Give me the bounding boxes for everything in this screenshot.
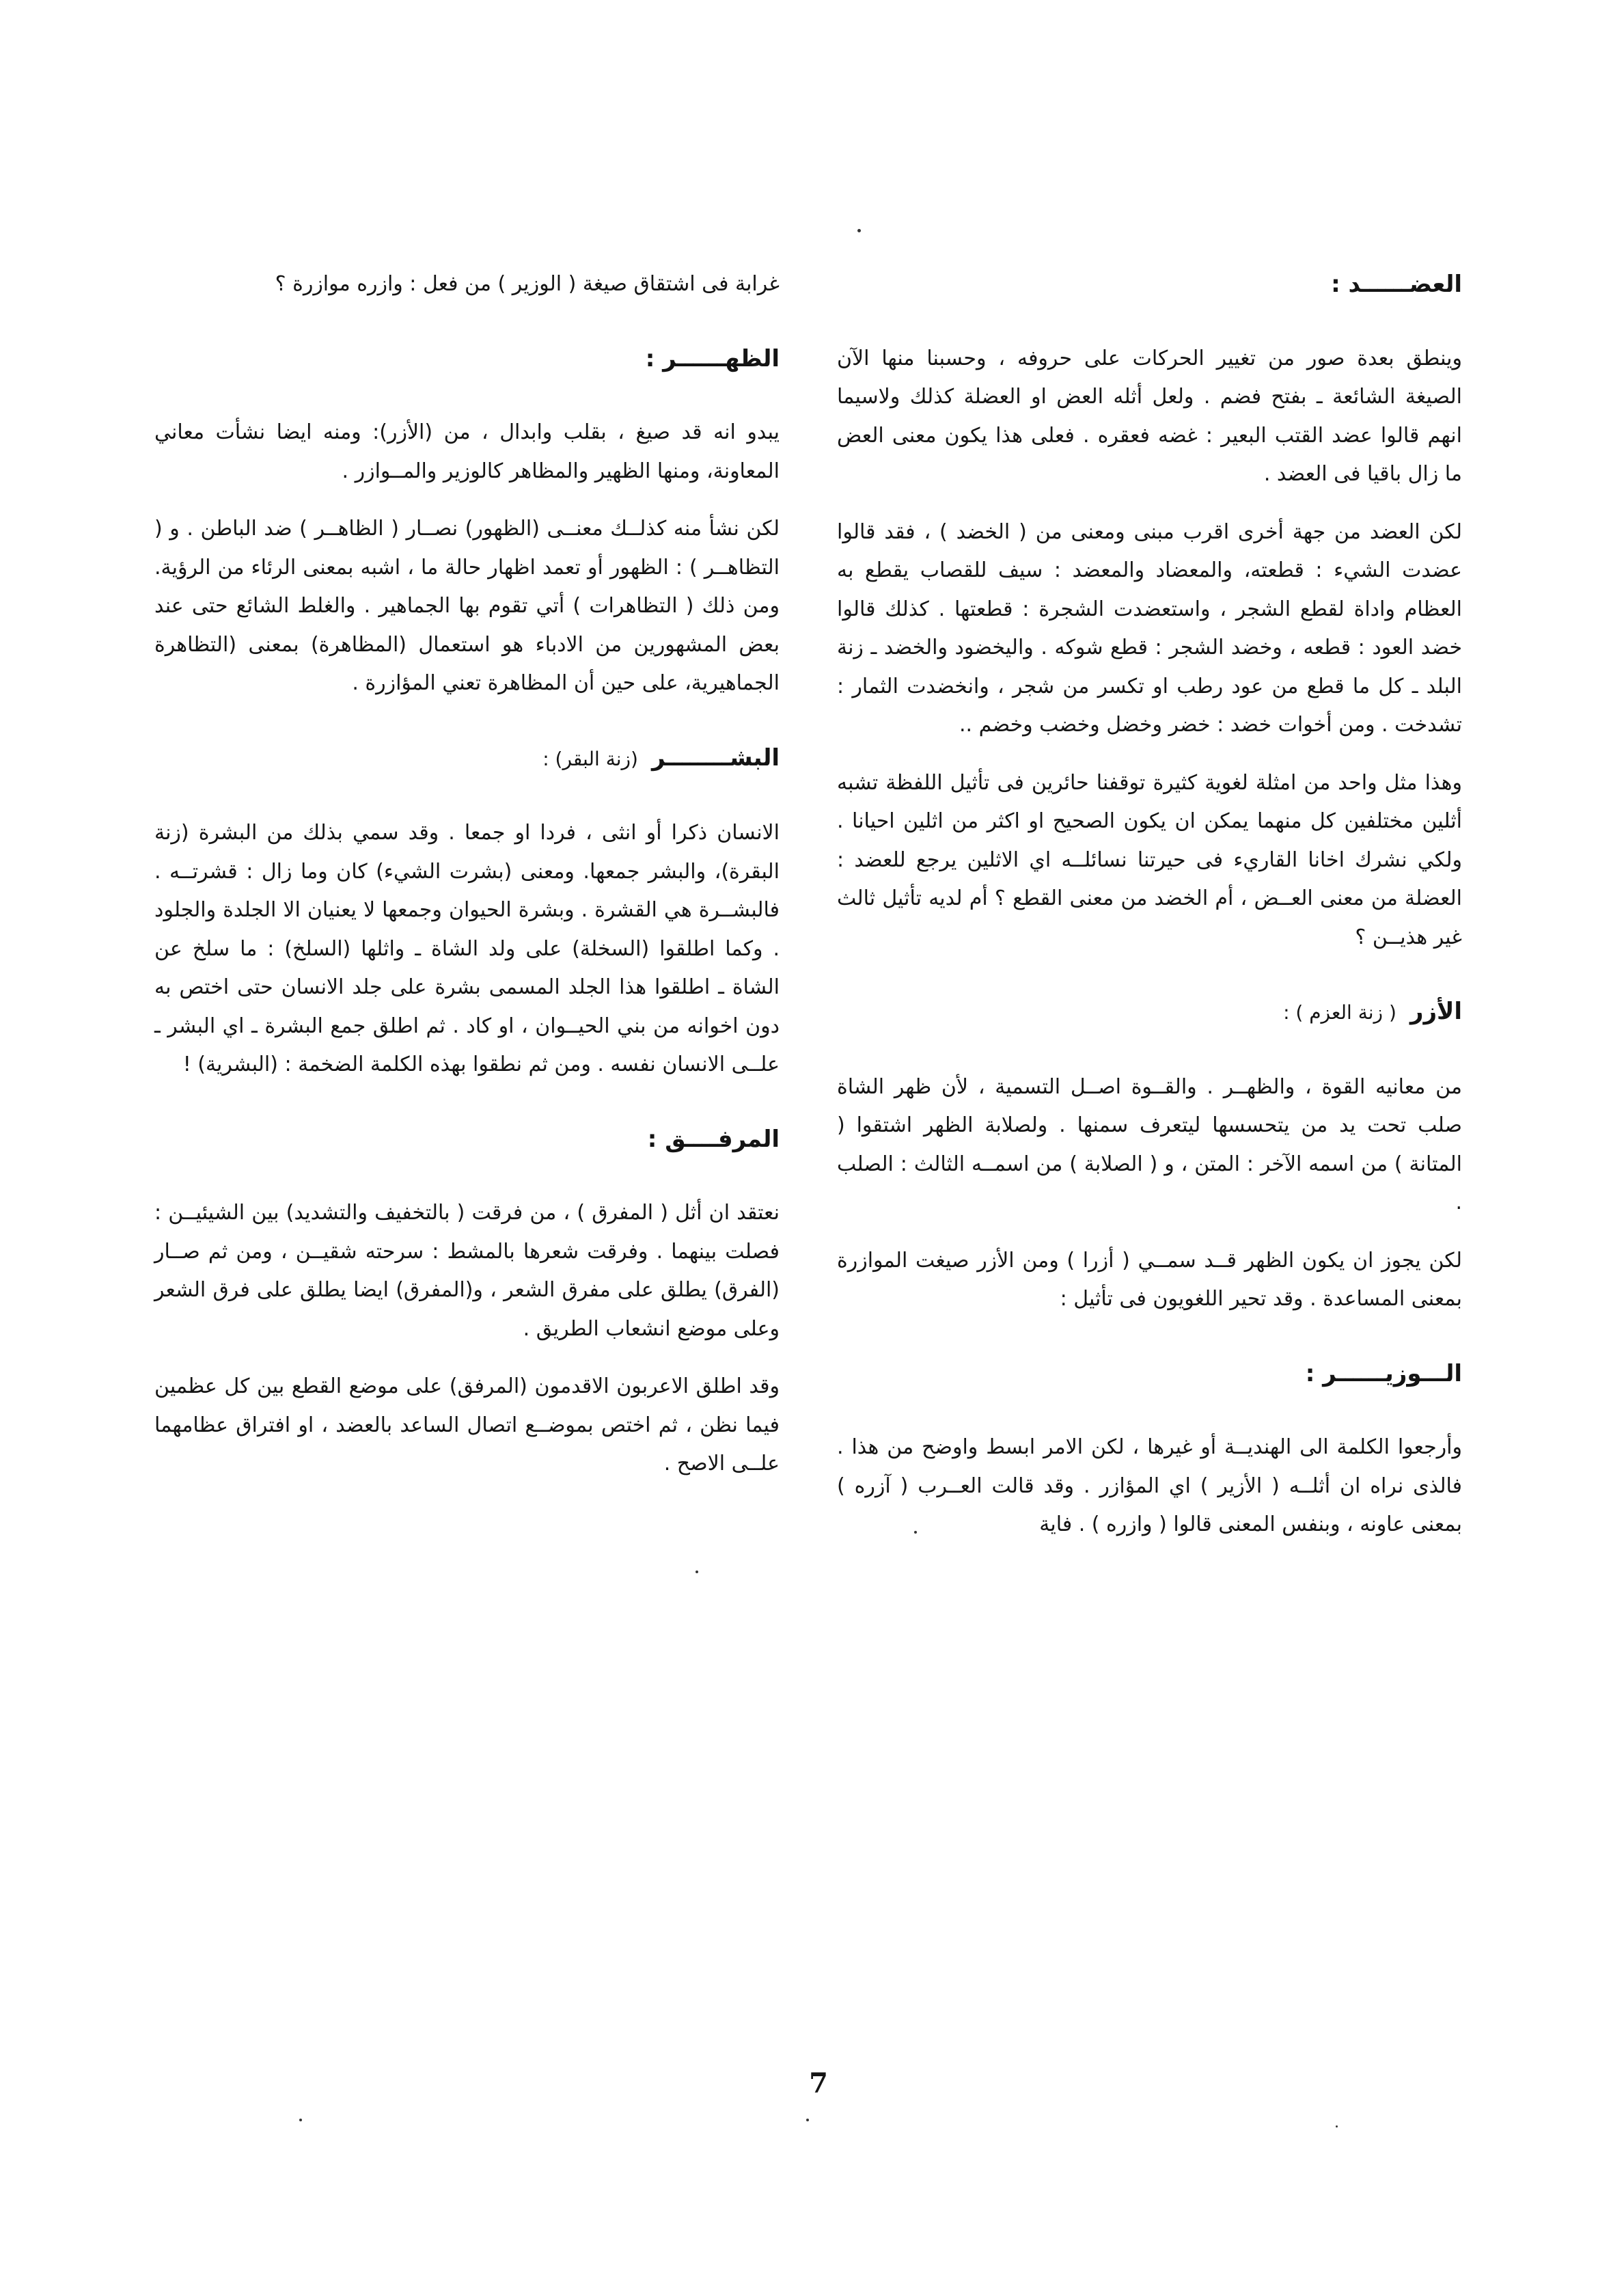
- paragraph: يبدو انه قد صيغ ، بقلب وابدال ، من (الأزر): ومنه ايضا نشأت معاني المعاونة، ومنها الظهير والمظاهر كالوزير والمــوازر .: [154, 420, 780, 483]
- right-column: [837, 265, 1462, 1545]
- paragraph: الانسان ذكرا أو انثى ، فردا او جمعا . وقد سمي بذلك من البشرة (زنة البقرة)، والبشر جمعها. ومعنى (بشرت الشيء) كان وما زال : قشرتــه . فالبشــرة هي القشرة . وبشرة الحيوان وجمعها لا يعنيان الا الجلدة والجلود . وكما اطلقوا (السخلة) على ولد الشاة ـ واثلها (السلخ) : ما سلخ عن الشاة ـ اطلقوا هذا الجلد المسمى بشرة على جلد الانسان حتى اختص به دون اخوانه من بني الحيــوان ، او كاد . ثم اطلق جمع البشرة ـ اي البشر ـ علــى الانسان نفسه . ومن ثم نطقوا بهذه الكلمة الضخمة : (البشرية) !: [154, 821, 780, 1076]
- paragraph: لكن يجوز ان يكون الظهر قــد سمــي ( أزرا ) ومن الأزر صيغت الموازرة بمعنى المساعدة . وقد تحير اللغويون فى تأثيل :: [837, 1248, 1462, 1311]
- paragraph: وهذا مثل واحد من امثلة لغوية كثيرة توقفنا حائرين فى تأثيل اللفظة تشبه أثلين مختلفين كل منهما يمكن ان يكون الصحيح او اكثر من اثلين احيانا . ولكي نشرك اخانا القاريء فى حيرتنا نسائلــه اي الاثلين يرجع للعضد : العضلة من معنى العــض ، أم الخضد من معنى القطع ؟ أم لديه تأثيل ثالث غير هذيــن ؟: [837, 770, 1462, 949]
- paragraph: من معانيه القوة ، والظهــر . والقــوة اصــل التسمية ، لأن ظهر الشاة صلب تحت يد من يتحسسها ليتعرف سمنها . ولصلابة الظهر اشتقوا ( المتانة ) من اسمه الآخر : المتن ، و ( الصلابة ) من اسمــه الثالث : الصلب .: [837, 1074, 1462, 1214]
- scan-speck: [857, 229, 861, 232]
- entry-heading-subtitle: ( زنة العزم ) :: [1283, 1001, 1396, 1024]
- paragraph: نعتقد ان أثل ( المفرق ) ، من فرقت ( بالتخفيف والتشديد) بين الشيئيــن : فصلت بينهما . وفرقت شعرها بالمشط : سرحته شقيــن ، ومن ثم صــار (الفرق) يطلق على مفرق الشعر ، و(المفرق) ايضا يطلق على فرق الشعر وعلى موضع انشعاب الطريق .: [154, 1201, 780, 1341]
- left-column: [154, 265, 780, 1484]
- paragraph: وينطق بعدة صور من تغيير الحركات على حروفه ، وحسبنا منها الآن الصيغة الشائعة ـ بفتح فضم . ولعل أثله العض او العضلة كذلك ولاسيما انهم قالوا عضد القتب البعير : غضه فعقره . فعلى هذا يكون معنى العض ما زال باقيا فى العضد .: [837, 346, 1462, 486]
- scan-speck: [696, 1571, 698, 1573]
- paragraph: وقد اطلق الاعربون الاقدمون (المرفق) على موضع القطع بين كل عظمين فيما نظن ، ثم اختص بموضــع اتصال الساعد بالعضد ، او افتراق عظامهما علــى الاصح .: [154, 1374, 780, 1476]
- entry-heading-al-wazir: الـــوزيــــــر :: [1305, 1359, 1462, 1387]
- entry-heading-al-bashar: [154, 739, 780, 779]
- paragraph: لكن نشأ منه كذلــك معنــى (الظهور) نصــار ( الظاهــر ) ضد الباطن . و ( التظاهــر ) : الظهور أو تعمد اظهار حالة ما ، اشبه بمعنى الرئاء من الرؤية. ومن ذلك ( التظاهرات ) أتي تقوم بها الجماهير . والغلط الشائع حتى عند بعض المشهورين من الادباء هو استعمال (المظاهرة) بمعنى (التظاهرة الجماهيرية، على حين أن المظاهرة تعني المؤازرة .: [154, 517, 780, 695]
- entry-heading-al-azr: [837, 992, 1462, 1033]
- entry-heading-al-adud: العضــــــد :: [1331, 271, 1462, 298]
- paragraph: لكن العضد من جهة أخرى اقرب مبنى ومعنى من ( الخضد ) ، فقد قالوا عضدت الشيء : قطعته، والمعضاد والمعضد : سيف للقصاب يقطع به العظام واداة لقطع الشجر ، واستعضدت الشجرة : قطعتها . كذلك قالوا خضد العود : قطعه ، وخضد الشجر : قطع شوكه . واليخضود والخضد ـ زنة البلد ـ كل ما قطع من عود رطب او تكسر من شجر ، وانخضدت الثمار : تشدخت . ومن أخوات خضد : خضر وخضل وخضب وخضم ..: [837, 519, 1462, 737]
- scan-speck: [299, 2119, 302, 2121]
- paragraph: غرابة فى اشتقاق صيغة ( الوزير ) من فعل : وازره موازرة ؟: [275, 272, 780, 296]
- scan-speck: [914, 1531, 917, 1534]
- entry-heading-subtitle: (زنة البقر) :: [542, 747, 638, 770]
- scan-speck: [1336, 2125, 1338, 2127]
- entry-heading-title: الأزر: [1409, 998, 1462, 1025]
- entry-heading-al-mirfaq: المرفــــق :: [647, 1125, 780, 1153]
- scan-speck: [806, 2119, 809, 2121]
- entry-heading-al-dhahr: الظهــــــر :: [645, 344, 780, 372]
- page-number: 7: [809, 2067, 828, 2099]
- entry-heading-title: البشــــــــر: [651, 744, 780, 772]
- paragraph: وأرجعوا الكلمة الى الهنديــة أو غيرها ، لكن الامر ابسط واوضح من هذا . فالذى نراه ان أثلــه ( الأزير ) اي المؤازر . وقد قالت العــرب ( آزره ) بمعنى عاونه ، وبنفس المعنى قالوا ( وازره ) . فاية: [837, 1435, 1462, 1536]
